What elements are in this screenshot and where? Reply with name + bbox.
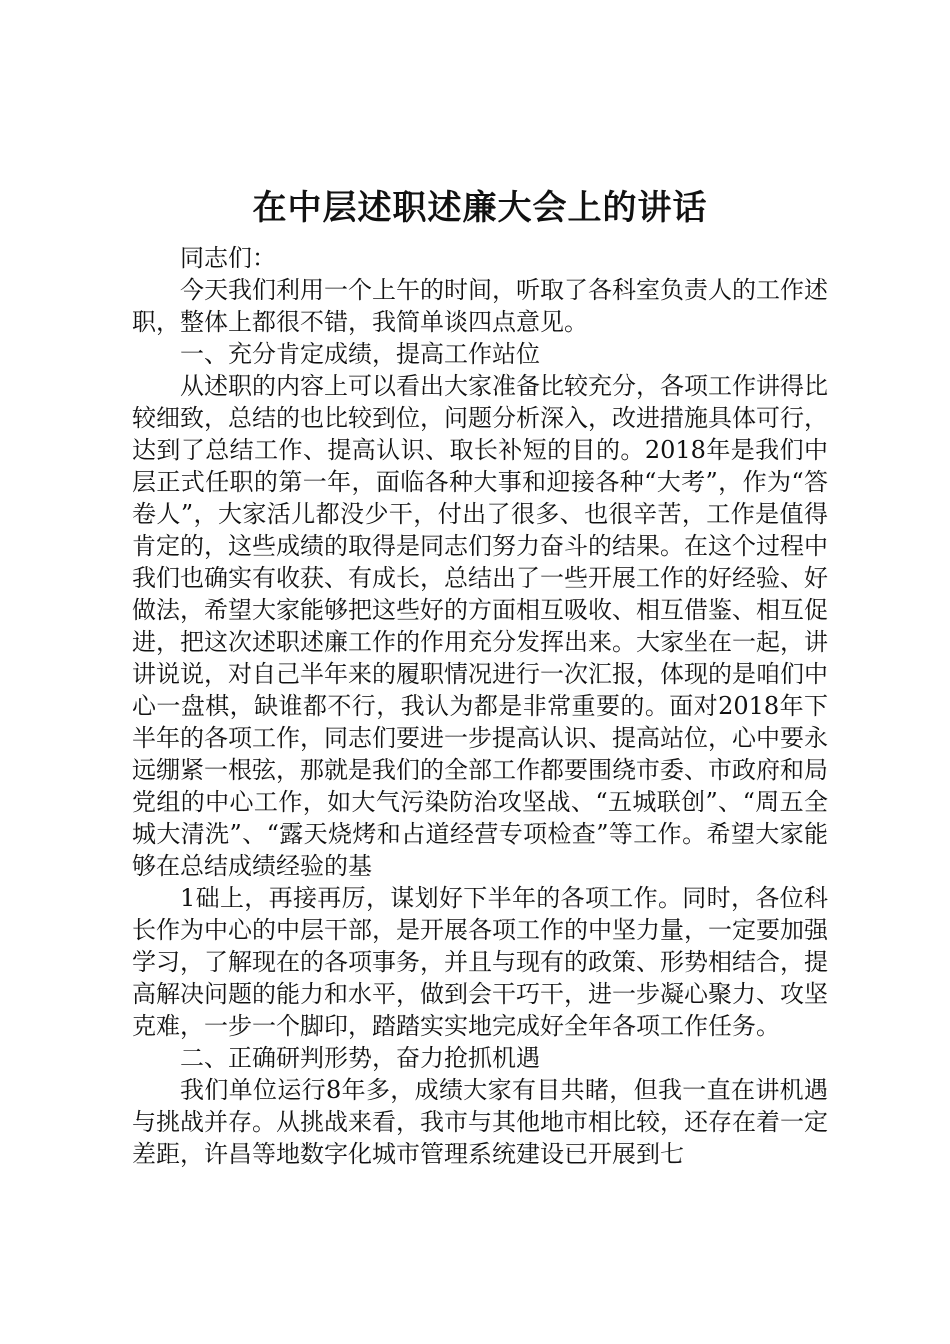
document-page xyxy=(132,180,828,1170)
body-paragraph: 从述职的内容上可以看出大家准备比较充分，各项工作讲得比较细致，总结的也比较到位，问题分析深入，改进措施具体可行，达到了总结工作、提高认识、取长补短的目的。2018年是我们中层正式任职的第一年，面临各种大事和迎接各种“大考”，作为“答卷人”，大家活儿都没少干，付出了很多、也很辛苦，工作是值得肯定的，这些成绩的取得是同志们努力奋斗的结果。在这个过程中我们也确实有收获、有成长，总结出了一些开展工作的好经验、好做法，希望大家能够把这些好的方面相互吸收、相互借鉴、相互促进，把这次述职述廉工作的作用充分发挥出来。大家坐在一起，讲讲说说，对自己半年来的履职情况进行一次汇报，体现的是咱们中心一盘棋，缺谁都不行，我认为都是非常重要的。面对2018年下半年的各项工作，同志们要进一步提高认识、提高站位，心中要永远绷紧一根弦，那就是我们的全部工作都要围绕市委、市政府和局党组的中心工作，如大气污染防治攻坚战、“五城联创”、“周五全城大清洗”、“露天烧烤和占道经营专项检查”等工作。希望大家能够在总结成绩经验的基 xyxy=(132,372,828,880)
intro-paragraph: 今天我们利用一个上午的时间，听取了各科室负责人的工作述职，整体上都很不错，我简单谈四点意见。 xyxy=(132,276,828,336)
body-paragraph: 我们单位运行8年多，成绩大家有目共睹，但我一直在讲机遇与挑战并存。从挑战来看，我市与其他地市相比较，还存在着一定差距，许昌等地数字化城市管理系统建设已开展到七 xyxy=(132,1076,828,1168)
document-title: 在中层述职述廉大会上的讲话 xyxy=(252,188,708,228)
salutation: 同志们： xyxy=(180,244,276,272)
body-paragraph: 1础上，再接再厉，谋划好下半年的各项工作。同时，各位科长作为中心的中层干部，是开展各项工作的中坚力量，一定要加强学习，了解现在的各项事务，并且与现有的政策、形势相结合，提高解决问题的能力和水平，做到会干巧干，进一步凝心聚力、攻坚克难，一步一个脚印，踏踏实实地完成好全年各项工作任务。 xyxy=(132,884,828,1040)
section-heading-1: 一、充分肯定成绩，提高工作站位 xyxy=(180,340,540,368)
section-heading-2: 二、正确研判形势，奋力抢抓机遇 xyxy=(180,1044,540,1072)
